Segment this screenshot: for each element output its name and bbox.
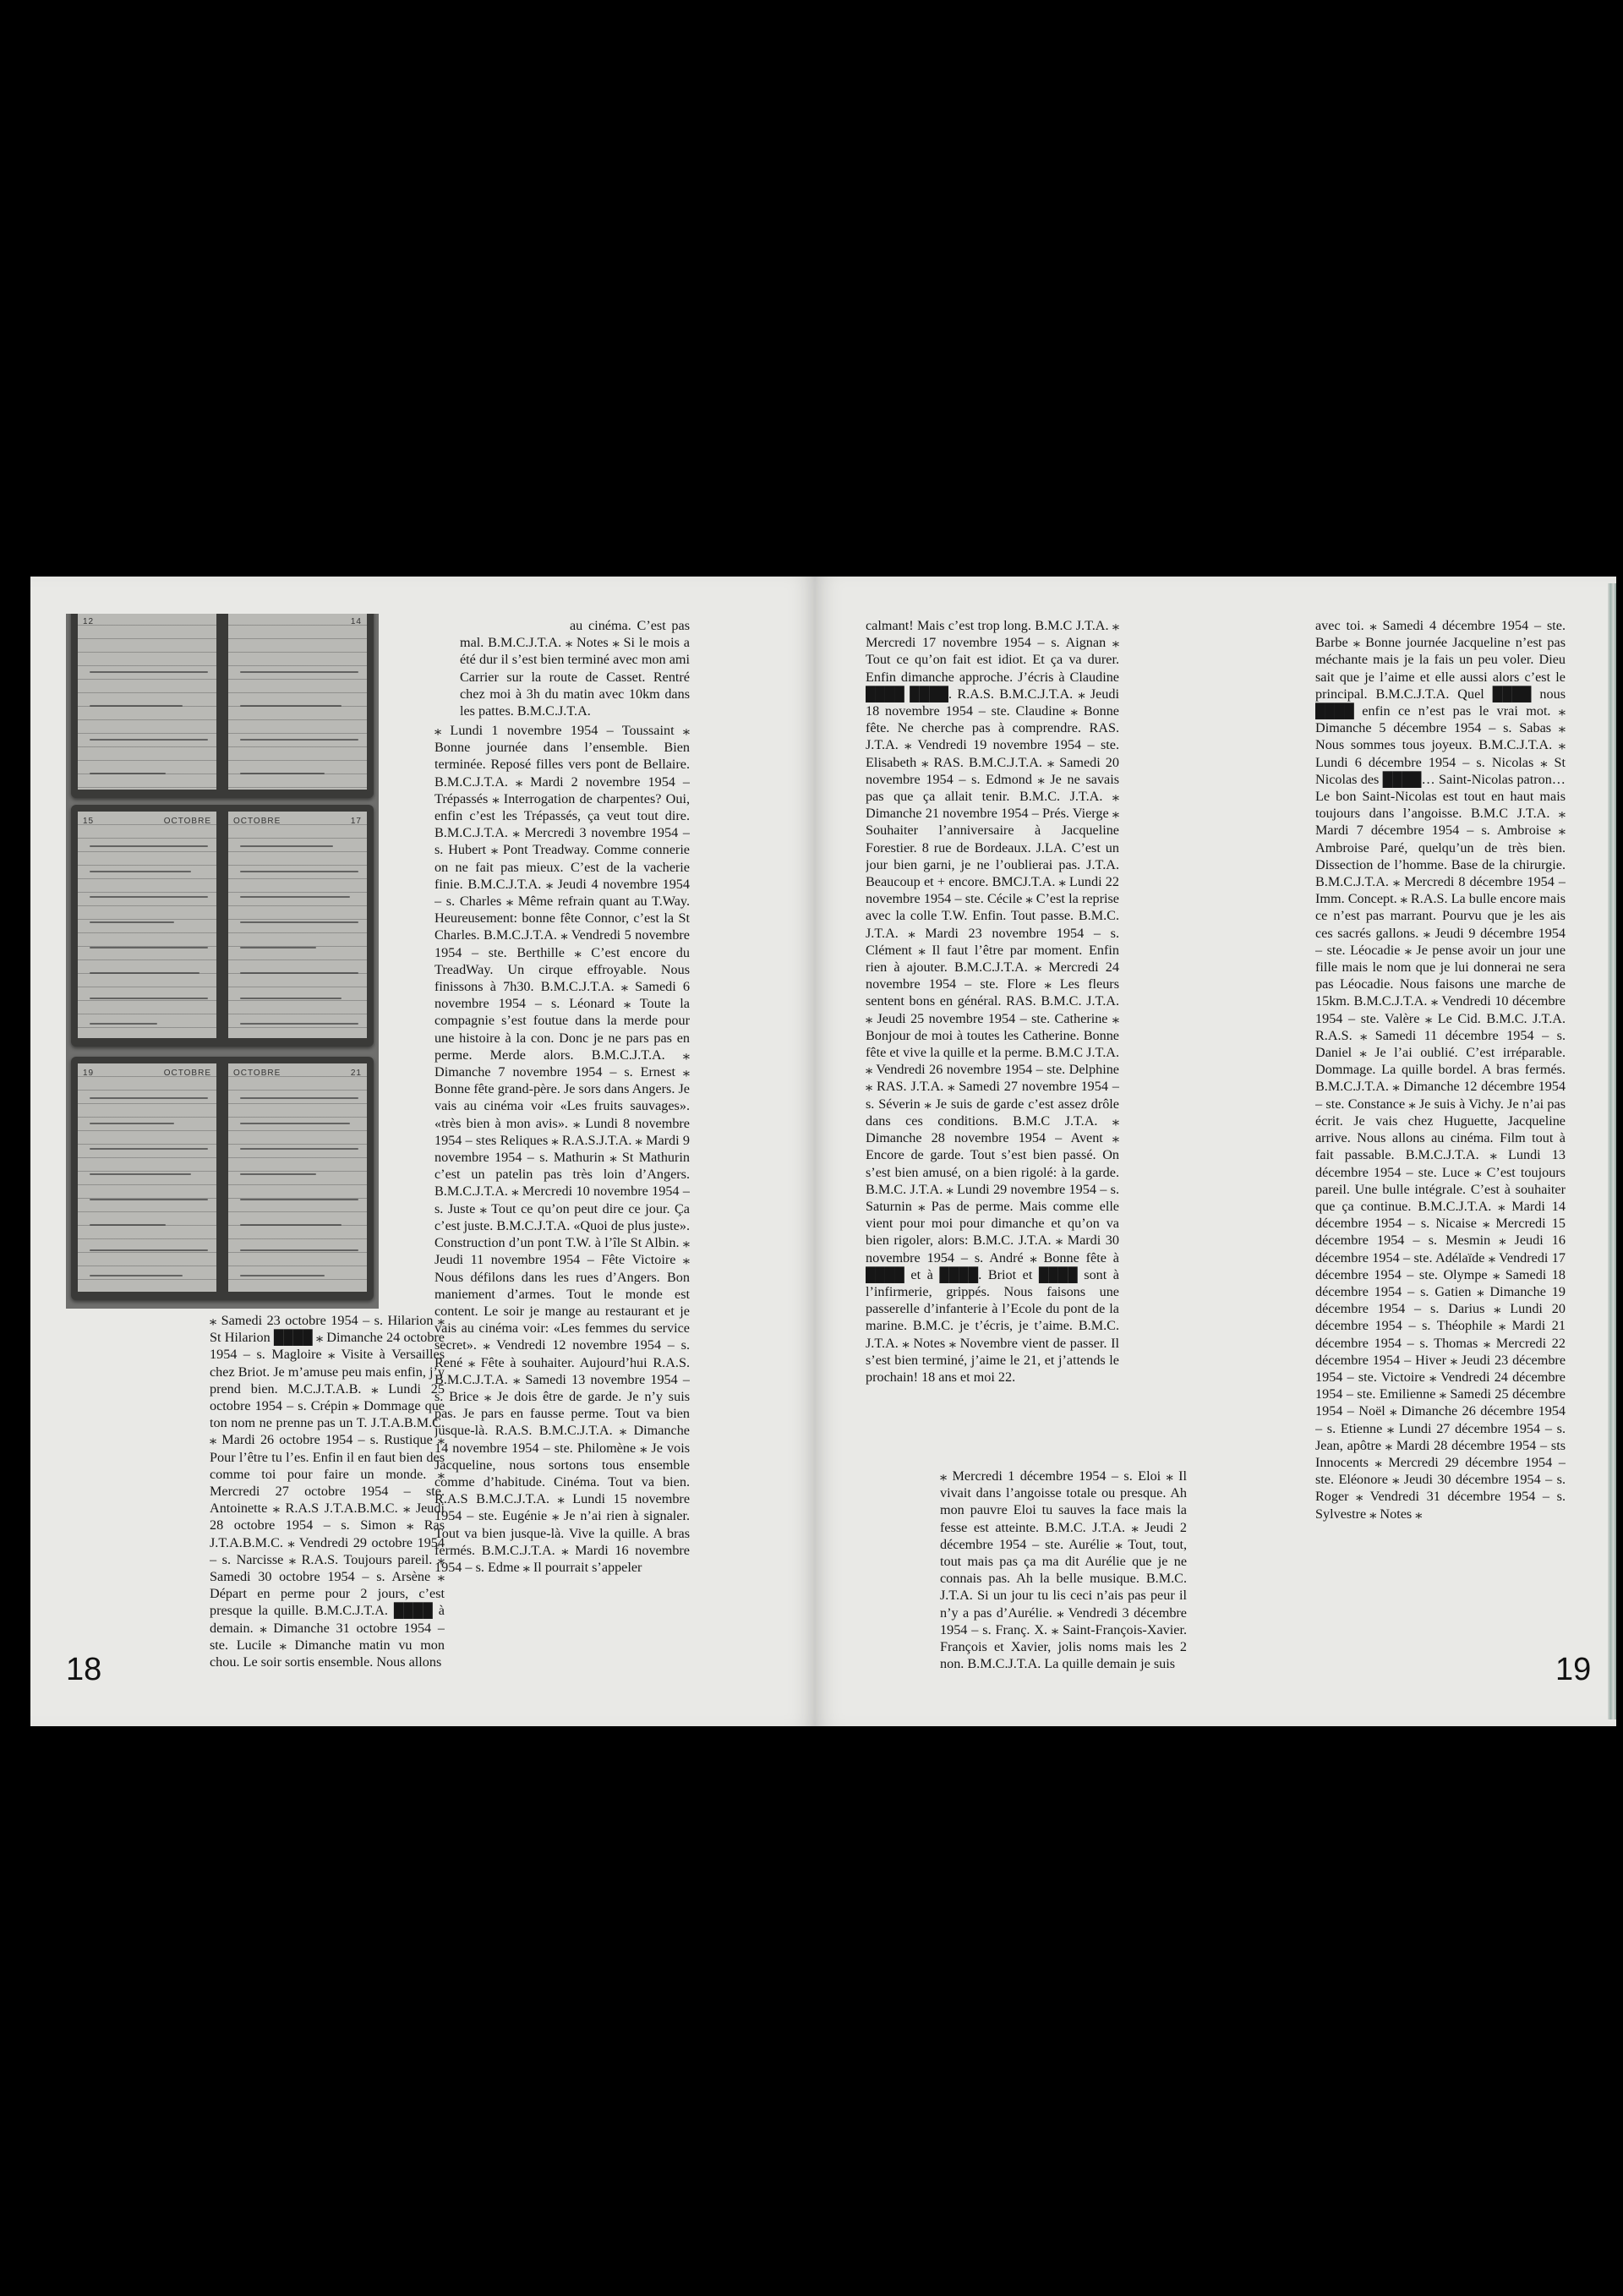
page-number-right: 19: [1555, 1652, 1592, 1687]
column-text: au cinéma. C’est pas mal. B.M.C.J.T.A. ⁎ Notes ⁎ Si le mois a été dur il s’est bien terminé avec mon ami Carrier sur la route de Casset. Rentré chez moi à 3h du matin avec 10km dans les pattes. B.M.C.J.T.A.: [460, 618, 690, 719]
text-column-6: [1315, 617, 1566, 1716]
left-page: [30, 577, 815, 1726]
column-text: avec toi. ⁎ Samedi 4 décembre 1954 – ste. Barbe ⁎ Bonne journée Jacqueline n’est pas méchante mais je la fais un peu voler. Dieu sait que je l’aime et elle aussi alors c’est le principal. B.M.C.J.T.A. Quel ████ nous ████ enfin ce n’est pas le vrai mot. ⁎ Dimanche 5 décembre 1954 – s. Sabas ⁎ Nous sommes tous joyeux. B.M.C.J.T.A. ⁎ Lundi 6 décembre 1954 – s. Nicolas ⁎ St Nicolas des ████… Saint-Nicolas patron… Le bon Saint-Nicolas est tout en haut mais toujours dans l’angoisse. B.M.C J.T.A. ⁎ Mardi 7 décembre 1954 – s. Ambroise ⁎ Ambroise Paré, quelqu’un de très bien. Dissection de l’homme. Base de la chirurgie. B.M.C.J.T.A. ⁎ Mercredi 8 décembre 1954 – Imm. Concept. ⁎ R.A.S. La bulle encore mais ce n’est pas marrant. Pourvu que je les ais ces sacrés gallons. ⁎ Jeudi 9 décembre 1954 – ste. Léocadie ⁎ Je pense avoir un jour une fille mais le nom que je lui donnerai ne sera pas Léocadie. Nous faisons une marche de 15km. B.M.C.J.T.A. ⁎ Vendredi 10 décembre 1954 – ste. Valère ⁎ Le Cid. B.M.C. J.T.A. R.A.S. ⁎ Samedi 11 décembre 1954 – s. Daniel ⁎ Je l’ai oublié. C’est irréparable. Dommage. La quille bordel. A bras fermés. B.M.C.J.T.A. ⁎ Dimanche 12 décembre 1954 – ste. Constance ⁎ Je suis à Vichy. Je n’ai pas écrit. Je vais chez Huguette, Jacqueline arrive. Nous allons au cinéma. Film tout à fait passable. B.M.C.J.T.A. ⁎ Lundi 13 décembre 1954 – ste. Luce ⁎ C’est toujours pareil. Une bulle intégrale. C’est à souhaiter que ça continue. B.M.C.J.T.A. ⁎ Mardi 14 décembre 1954 – s. Nicaise ⁎ Mercredi 15 décembre 1954 – s. Mesmin ⁎ Jeudi 16 décembre 1954 – ste. Adélaïde ⁎ Vendredi 17 décembre 1954 – ste. Olympe ⁎ Samedi 18 décembre 1954 – s. Gatien ⁎ Dimanche 19 décembre 1954 – s. Darius ⁎ Lundi 20 décembre 1954 – s. Théophile ⁎ Mardi 21 décembre 1954 – s. Thomas ⁎ Mercredi 22 décembre 1954 – Hiver ⁎ Jeudi 23 décembre 1954 – ste. Victoire ⁎ Vendredi 24 décembre 1954 – ste. Emilienne ⁎ Samedi 25 décembre 1954 – Noël ⁎ Dimanche 26 décembre 1954 – s. Etienne ⁎ Lundi 27 décembre 1954 – s. Jean, apôtre ⁎ Mardi 28 décembre 1954 – sts Innocents ⁎ Mercredi 29 décembre 1954 – ste. Eléonore ⁎ Jeudi 30 décembre 1954 – s. Roger ⁎ Vendredi 31 décembre 1954 – s. Sylvestre ⁎ Notes ⁎: [1315, 618, 1566, 1522]
text-column-5: [940, 1468, 1187, 1713]
diary-spread-2: 15 OCTOBRE OCTOBRE 17: [71, 805, 374, 1047]
text-column-2: [460, 617, 690, 735]
page-edge: [1608, 583, 1616, 1719]
column-text: ⁎ Lundi 1 novembre 1954 – Toussaint ⁎ Bonne journée dans l’ensemble. Bien terminée. Reposé filles vers pont de Bellaire. B.M.C.J.T.A. ⁎ Mardi 2 novembre 1954 – Trépassés ⁎ Interrogation de charpentes? Oui, enfin c’est les Trépassés, ça veut tout dire. B.M.C.J.T.A. ⁎ Mercredi 3 novembre 1954 – s. Hubert ⁎ Pont Treadway. Comme connerie on ne fait pas mieux. C’est de la vacherie finie. B.M.C.J.T.A. ⁎ Jeudi 4 novembre 1954 – s. Charles ⁎ Même refrain quant au T.Way. Heureusement: bonne fête Connor, c’est la St Charles. B.M.C.J.T.A. ⁎ Vendredi 5 novembre 1954 – ste. Berthille ⁎ C’est encore du TreadWay. Un cirque effroyable. Nous finissons à 7h30. B.M.C.J.T.A. ⁎ Samedi 6 novembre 1954 – s. Léonard ⁎ Toute la compagnie s’est foutue dans la merde pour une histoire à la con. Donc je ne pars pas en perme. Merde alors. B.M.C.J.T.A. ⁎ Dimanche 7 novembre 1954 – s. Ernest ⁎ Bonne fête grand-père. Je sors dans Angers. Je vais au cinéma voir «Les fruits sauvages». «très bien à mon avis». ⁎ Lundi 8 novembre 1954 – stes Reliques ⁎ R.A.S.J.T.A. ⁎ Mardi 9 novembre 1954 – s. Mathurin ⁎ St Mathurin c’est un patelin pas très loin d’Angers. B.M.C.J.T.A. ⁎ Mercredi 10 novembre 1954 – s. Juste ⁎ Tout ce qu’on peut dire ce jour. Ça c’est juste. B.M.C.J.T.A. «Quoi de plus juste». Construction d’un pont T.W. à l’île St Albin. ⁎ Jeudi 11 novembre 1954 – Fête Victoire ⁎ Nous défilons dans les rues d’Angers. Bon maniement d’armes. Tout le monde est content. Le soir je mange au restaurant et je vais au cinéma voir: «Les femmes du service secret». ⁎ Vendredi 12 novembre 1954 – s. René ⁎ Fête à souhaiter. Aujourd’hui R.A.S. B.M.C.J.T.A. ⁎ Samedi 13 novembre 1954 – s. Brice ⁎ Je dois être de garde. Je n’y suis pas. Je pars en fausse perme. Tout va bien jusque-là. R.A.S. B.M.C.J.T.A. ⁎ Dimanche 14 novembre 1954 – ste. Philomène ⁎ Je vois Jacqueline, nous sortons tous ensemble comme d’habitude. Cinéma. Tout va bien. R.A.S B.M.C.J.T.A. ⁎ Lundi 15 novembre 1954 – ste. Eugénie ⁎ Je n’ai rien à signaler. Tout va bien jusque-là. Vive la quille. A bras fermés. B.M.C.J.T.A. ⁎ Mardi 16 novembre 1954 – s. Edme ⁎ Il pourrait s’appeler: [434, 723, 690, 1575]
text-column-3: [434, 722, 690, 1711]
column-text: ⁎ Mercredi 1 décembre 1954 – s. Eloi ⁎ Il vivait dans l’angoisse totale ou presque. Ah mon pauvre Eloi tu sauves la face mais la fesse est atteinte. B.M.C. J.T.A. ⁎ Jeudi 2 décembre 1954 – ste. Aurélie ⁎ Tout, tout, tout mais pas ça ma dit Aurélie que je ne connais pas. Ah la belle musique. B.M.C. J.T.A. Si un jour tu lis ceci n’ais pas peur il n’y a pas d’Aurélie. ⁎ Vendredi 3 décembre 1954 – s. Franç. X. ⁎ Saint-François-Xavier. François et Xavier, jolis noms mais les 2 non. B.M.C.J.T.A. La quille demain je suis: [940, 1468, 1187, 1672]
page-number-left: 18: [66, 1652, 102, 1687]
right-page: [815, 577, 1616, 1726]
column-text: calmant! Mais c’est trop long. B.M.C J.T.A. ⁎ Mercredi 17 novembre 1954 – s. Aignan ⁎ Tout ce qu’on fait est idiot. Et ça va durer. Enfin dimanche approche. J’écris à Claudine ████ ████. R.A.S. B.M.C.J.T.A. ⁎ Jeudi 18 novembre 1954 – ste. Claudine ⁎ Bonne fête. Ne cherche pas à comprendre. RAS. J.T.A. ⁎ Vendredi 19 novembre 1954 – ste. Elisabeth ⁎ RAS. B.M.C.J.T.A. ⁎ Samedi 20 novembre 1954 – s. Edmond ⁎ Je ne savais pas que ça allait tenir. B.M.C. J.T.A. ⁎ Dimanche 21 novembre 1954 – Prés. Vierge ⁎ Souhaiter l’anniversaire à Jacqueline Forestier. 8 rue de Bordeaux. J.LA. C’est un jour bien garni, je ne l’oublierai pas. J.T.A. Beaucoup et + encore. BMCJ.T.A. ⁎ Lundi 22 novembre 1954 – ste. Cécile ⁎ C’est la reprise avec la colle T.W. Enfin. Tout passe. B.M.C. J.T.A. ⁎ Mardi 23 novembre 1954 – s. Clément ⁎ Il faut l’être par moment. Enfin rien à ajouter. B.M.C.J.T.A. ⁎ Mercredi 24 novembre 1954 – ste. Flore ⁎ Les fleurs sentent bons en général. RAS. B.M.C. J.T.A. ⁎ Jeudi 25 novembre 1954 – ste. Catherine ⁎ Bonjour de moi à toutes les Catherine. Bonne fête et vive la quille et la perme. B.M.C J.T.A. ⁎ Vendredi 26 novembre 1954 – ste. Delphine ⁎ RAS. J.T.A. ⁎ Samedi 27 novembre 1954 – s. Séverin ⁎ Je suis de garde c’est assez drôle dans ces conditions. B.M.C J.T.A. ⁎ Dimanche 28 novembre 1954 – Avent ⁎ Encore de garde. Tout s’est bien passé. On s’est bien amusé, on a bien rigolé: à la garde. B.M.C. J.T.A. ⁎ Lundi 29 novembre 1954 – s. Saturnin ⁎ Pas de perme. Mais comme elle vient pour moi pour dimanche et qu’on va bien rigoler, alors: B.M.C. J.T.A. ⁎ Mardi 30 novembre 1954 – s. André ⁎ Bonne fête à ████ et à ████. Briot et ████ sont à l’infirmerie, grippés. Nous faisons une passerelle d’infanterie à l’Ecole du pont de la marine. B.M.C. je t’écris, je t’aime. B.M.C. J.T.A. ⁎ Notes ⁎ Novembre vient de passer. Il s’est bien terminé, j’aime le 21, et j’attends le prochain! 18 ans et moi 22.: [866, 618, 1119, 1385]
text-column-4: [866, 617, 1119, 1505]
diary-spread-1: 12 14: [71, 614, 374, 798]
diary-spread-3: 19 OCTOBRE OCTOBRE 21: [71, 1057, 374, 1300]
diary-photo: [66, 614, 379, 1309]
text-column-1: [210, 1312, 445, 1709]
magazine-spread: [30, 577, 1616, 1726]
column-text: ⁎ Samedi 23 octobre 1954 – s. Hilarion ⁎ St Hilarion ████ ⁎ Dimanche 24 octobre 1954 – s. Magloire ⁎ Visite à Versailles chez Briot. Je m’amuse peu mais enfin, j’y prend bien. M.C.J.T.A.B. ⁎ Lundi 25 octobre 1954 – s. Crépin ⁎ Dommage que ton nom ne prenne pas un T. J.T.A.B.M.C. ⁎ Mardi 26 octobre 1954 – s. Rustique ⁎ Pour l’être tu l’es. Enfin il en faut bien des comme toi pour faire un monde. ⁎ Mercredi 27 octobre 1954 – ste. Antoinette ⁎ R.A.S J.T.A.B.M.C. ⁎ Jeudi 28 octobre 1954 – s. Simon ⁎ Ras J.T.A.B.M.C. ⁎ Vendredi 29 octobre 1954 – s. Narcisse ⁎ R.A.S. Toujours pareil. ⁎ Samedi 30 octobre 1954 – s. Arsène ⁎ Départ en perme pour 2 jours, c’est presque la quille. B.M.C.J.T.A. ████ à demain. ⁎ Dimanche 31 octobre 1954 – ste. Lucile ⁎ Dimanche matin vu mon chou. Le soir sortis ensemble. Nous allons: [210, 1313, 445, 1670]
